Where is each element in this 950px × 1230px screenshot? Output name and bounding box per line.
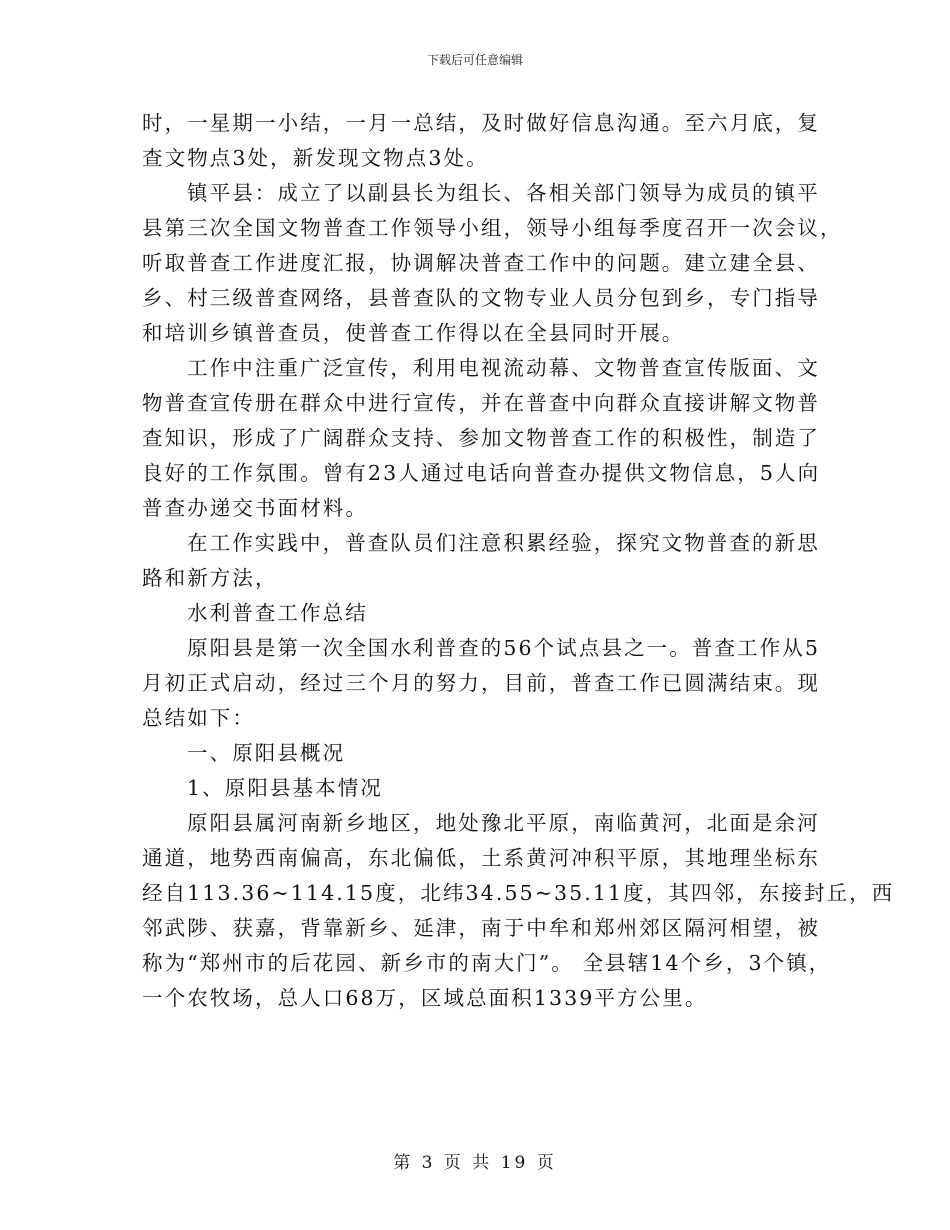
section-title: 水利普查工作总结 <box>187 601 368 625</box>
text-line: 物普查宣传册在群众中进行宣传，并在普查中向群众直接讲解文物普 <box>142 391 820 415</box>
text-line: 县第三次全国文物普查工作领导小组，领导小组每季度召开一次会议， <box>142 216 843 240</box>
text-line: 和培训乡镇普查员，使普查工作得以在全县同时开展。 <box>142 321 685 345</box>
text-line: 在工作实践中，普查队员们注意积累经验，探究文物普查的新思 <box>187 531 820 555</box>
text-line: 乡、村三级普查网络，县普查队的文物专业人员分包到乡，专门指导 <box>142 286 820 310</box>
text-line: 邻武陟、获嘉，背靠新乡、延津，南于中牟和郑州郊区隔河相望，被 <box>142 916 820 940</box>
text-line: 路和新方法， <box>142 566 278 590</box>
text-line: 通道，地势西南偏高，东北偏低，土系黄河冲积平原，其地理坐标东 <box>142 846 820 870</box>
text-line: 良好的工作氛围。曾有23人通过电话向普查办提供文物信息，5人向 <box>142 461 821 485</box>
text-line: 原阳县属河南新乡地区，地处豫北平原，南临黄河，北面是余河 <box>187 811 820 835</box>
text-line: 听取普查工作进度汇报，协调解决普查工作中的问题。建立建全县、 <box>142 251 820 275</box>
text-line: 原阳县是第一次全国水利普查的56个试点县之一。普查工作从5 <box>187 636 821 660</box>
text-line: 工作中注重广泛宣传，利用电视流动幕、文物普查宣传版面、文 <box>187 356 820 380</box>
text-line: 经自113.36~114.15度，北纬34.55~35.11度，其四邻，东接封丘，西 <box>142 881 895 905</box>
page-header: 下载后可任意编辑 <box>426 53 523 67</box>
document-body <box>142 106 895 1016</box>
text-line: 称为“郑州市的后花园、新乡市的南大门”。 全县辖14个乡，3个镇， <box>142 951 832 975</box>
text-line: 普查办递交书面材料。 <box>142 496 368 520</box>
text-line: 月初正式启动，经过三个月的努力，目前，普查工作已圆满结束。现 <box>142 671 820 695</box>
page-number-footer: 第 3 页 共 19 页 <box>393 1153 557 1173</box>
subsection-heading: 1、原阳县基本情况 <box>187 776 383 800</box>
text-line: 一个农牧场，总人口68万，区域总面积1339平方公里。 <box>142 986 708 1010</box>
section-heading: 一、原阳县概况 <box>187 741 346 765</box>
text-line: 镇平县：成立了以副县长为组长、各相关部门领导为成员的镇平 <box>187 181 820 205</box>
text-line: 查文物点3处，新发现文物点3处。 <box>142 146 489 170</box>
text-line: 时，一星期一小结，一月一总结，及时做好信息沟通。至六月底，复 <box>142 111 820 135</box>
text-line: 总结如下： <box>142 706 255 730</box>
text-line: 查知识，形成了广阔群众支持、参加文物普查工作的积极性，制造了 <box>142 426 820 450</box>
